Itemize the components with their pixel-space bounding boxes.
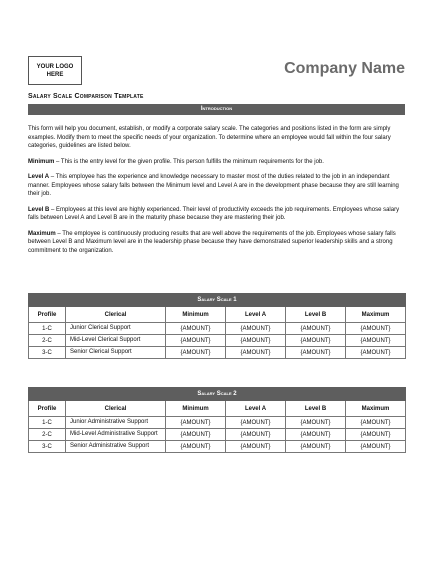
level-b (28, 206, 405, 223)
maximum-cell: {AMOUNT} (346, 347, 406, 359)
level-b-cell: {AMOUNT} (286, 417, 346, 429)
salary-scale-2-table (28, 387, 406, 453)
level-b-cell: {AMOUNT} (286, 441, 346, 453)
logo-text: YOUR LOGO HERE (36, 63, 74, 78)
intro-paragraph: This form will help you document, establish, or modify a corporate salary scale. The categories and positions listed in the form are simply examples. Modify them to meet the specific needs of your organization. To determine where an employee would fall within the four salary categories, guidelines are listed below. (28, 126, 391, 149)
table-row (29, 323, 406, 335)
level-a (28, 173, 405, 199)
level-a-cell: {AMOUNT} (226, 335, 286, 347)
level-a-cell: {AMOUNT} (226, 441, 286, 453)
level-text: – The employee is continuously producing results that are well above the requirements of the job. Employees whose salary falls between Level B and Maximum level are in the leadership phase because they have demonstrated superior leadership skills and a strong commitment to the organization. (28, 230, 396, 254)
maximum-cell: {AMOUNT} (346, 335, 406, 347)
profile-cell: 1-C (29, 417, 66, 429)
level-a-cell: {AMOUNT} (226, 429, 286, 441)
logo-placeholder (28, 56, 82, 85)
profile-cell: 2-C (29, 335, 66, 347)
minimum-cell: {AMOUNT} (166, 335, 226, 347)
level-a-cell: {AMOUNT} (226, 347, 286, 359)
profile-cell: 3-C (29, 441, 66, 453)
level-term: Maximum (28, 230, 56, 237)
column-header-profile: Profile (29, 307, 66, 323)
clerical-cell: Senior Clerical Support (66, 347, 166, 359)
level-text: – Employees at this level are highly experienced. Their level of productivity exceeds the job requirements. Employees whose salary falls between Level A and Level B are in the maturity phase because they are mastering their job. (28, 206, 400, 221)
minimum-cell: {AMOUNT} (166, 323, 226, 335)
clerical-cell: Mid-Level Administrative Support (66, 429, 166, 441)
minimum-cell: {AMOUNT} (166, 441, 226, 453)
maximum-cell: {AMOUNT} (346, 323, 406, 335)
introduction-text (28, 125, 405, 262)
clerical-cell: Junior Administrative Support (66, 417, 166, 429)
column-header-level-b: Level B (286, 401, 346, 417)
table-row (29, 441, 406, 453)
document-title: Salary Scale Comparison Template (28, 93, 144, 100)
company-name: Company Name (284, 60, 405, 77)
level-minimum (28, 158, 405, 167)
table-row (29, 347, 406, 359)
table-caption: Salary Scale 1 (29, 294, 406, 307)
level-b-cell: {AMOUNT} (286, 335, 346, 347)
level-a-cell: {AMOUNT} (226, 323, 286, 335)
column-header-minimum: Minimum (166, 307, 226, 323)
salary-scale-1-table (28, 293, 406, 359)
level-a-cell: {AMOUNT} (226, 417, 286, 429)
level-text: – This is the entry level for the given profile. This person fulfills the minimum requirements for the job. (54, 158, 324, 165)
table-row (29, 429, 406, 441)
column-header-maximum: Maximum (346, 307, 406, 323)
level-text: – This employee has the experience and knowledge necessary to master most of the duties related to the job in an independant manner. Employees whose salary falls between the Minimum level and Level A are in the development phase because they are still learning their job. (28, 174, 399, 197)
level-b-cell: {AMOUNT} (286, 429, 346, 441)
level-term: Minimum (28, 158, 55, 165)
minimum-cell: {AMOUNT} (166, 429, 226, 441)
introduction-heading: Introduction (200, 106, 233, 112)
minimum-cell: {AMOUNT} (166, 347, 226, 359)
clerical-cell: Mid-Level Clerical Support (66, 335, 166, 347)
level-term: Level B (28, 206, 50, 213)
profile-cell: 3-C (29, 347, 66, 359)
column-header-level-b: Level B (286, 307, 346, 323)
level-maximum (28, 230, 405, 256)
column-header-clerical: Clerical (66, 401, 166, 417)
column-header-profile: Profile (29, 401, 66, 417)
maximum-cell: {AMOUNT} (346, 417, 406, 429)
table-caption: Salary Scale 2 (29, 388, 406, 401)
minimum-cell: {AMOUNT} (166, 417, 226, 429)
level-b-cell: {AMOUNT} (286, 323, 346, 335)
clerical-cell: Junior Clerical Support (66, 323, 166, 335)
maximum-cell: {AMOUNT} (346, 441, 406, 453)
column-header-level-a: Level A (226, 307, 286, 323)
introduction-heading-bar (28, 104, 405, 115)
level-b-cell: {AMOUNT} (286, 347, 346, 359)
column-header-maximum: Maximum (346, 401, 406, 417)
profile-cell: 1-C (29, 323, 66, 335)
column-header-level-a: Level A (226, 401, 286, 417)
maximum-cell: {AMOUNT} (346, 429, 406, 441)
column-header-clerical: Clerical (66, 307, 166, 323)
table-row (29, 417, 406, 429)
clerical-cell: Senior Administrative Support (66, 441, 166, 453)
level-term: Level A (28, 174, 50, 180)
profile-cell: 2-C (29, 429, 66, 441)
table-row (29, 335, 406, 347)
column-header-minimum: Minimum (166, 401, 226, 417)
